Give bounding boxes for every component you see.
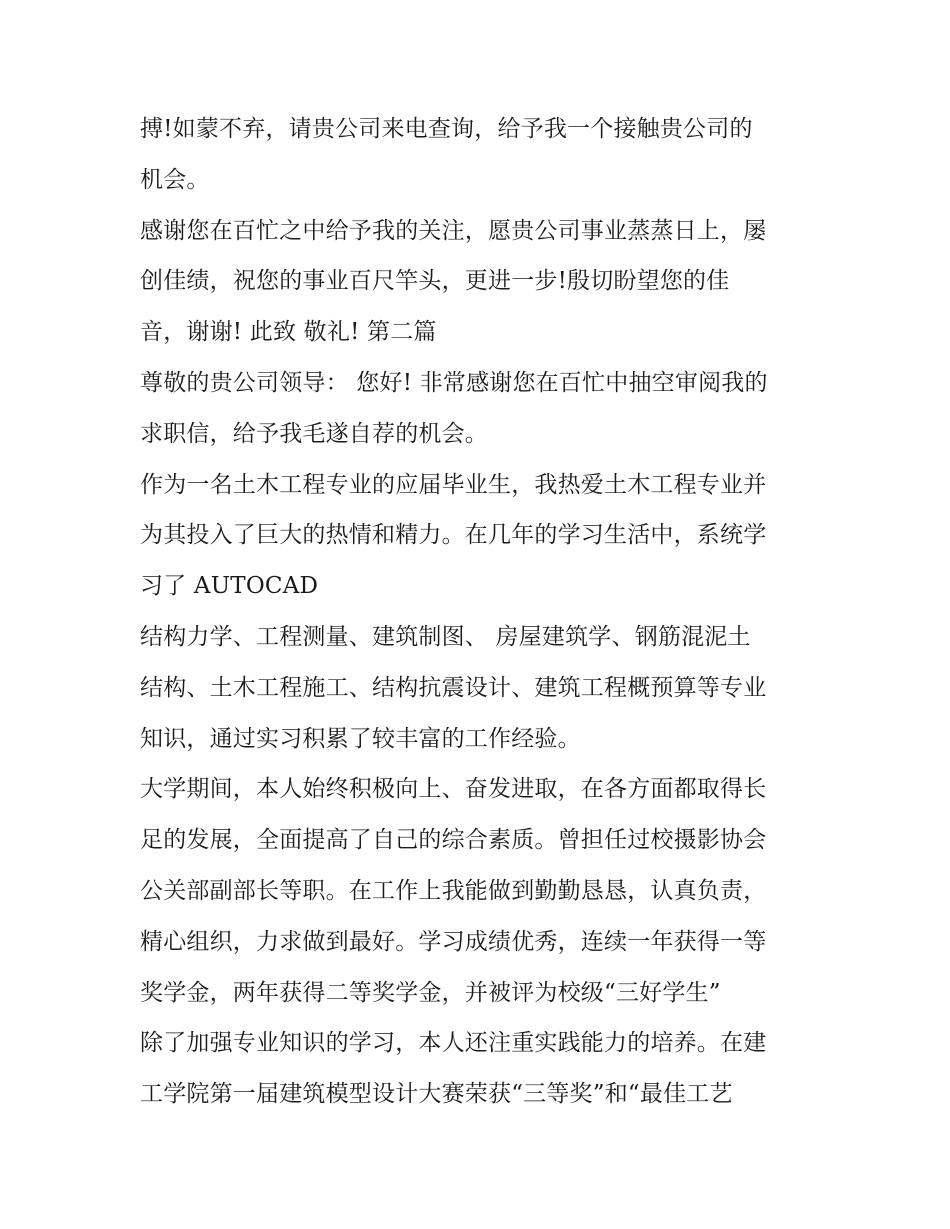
text-line: 作为一名土木工程专业的应届毕业生，我热爱土木工程专业并: [140, 471, 767, 498]
text-line: 创佳绩，祝您的事业百尺竿头，更进一步!殷切盼望您的佳: [140, 268, 730, 295]
text-line: 结构、土木工程施工、结构抗震设计、建筑工程概预算等专业: [140, 674, 767, 701]
text-line: 机会。: [140, 166, 210, 193]
text-line: 工学院第一届建筑模型设计大赛荣获“三等奖”和“最佳工艺: [140, 1081, 733, 1108]
text-line: 感谢您在百忙之中给予我的关注，愿贵公司事业蒸蒸日上，屡: [140, 217, 767, 244]
text-line: 公关部副部长等职。在工作上我能做到勤勤恳恳，认真负责，: [140, 877, 767, 904]
text-line: 求职信，给予我毛遂自荐的机会。: [140, 420, 488, 447]
text-line: 结构力学、工程测量、建筑制图、 房屋建筑学、钢筋混泥土: [140, 623, 751, 650]
text-line: 奖学金，两年获得二等奖学金，并被评为校级“三好学生”: [140, 979, 721, 1006]
text-line: 音，谢谢! 此致 敬礼! 第二篇: [140, 319, 437, 346]
text-line: 足的发展，全面提高了自己的综合素质。曾担任过校摄影协会: [140, 827, 767, 854]
text-line: 尊敬的贵公司领导： 您好! 非常感谢您在百忙中抽空审阅我的: [140, 369, 768, 396]
text-line: 为其投入了巨大的热情和精力。在几年的学习生活中，系统学: [140, 522, 767, 549]
text-line: 习了 AUTOCAD: [140, 573, 319, 600]
text-line: 精心组织，力求做到最好。学习成绩优秀，连续一年获得一等: [140, 928, 767, 955]
text-line: 除了加强专业知识的学习，本人还注重实践能力的培养。在建: [140, 1030, 767, 1057]
text-line: 搏!如蒙不弃，请贵公司来电查询，给予我一个接触贵公司的: [140, 116, 753, 142]
letter-body: [140, 104, 830, 1120]
text-line: 知识，通过实习积累了较丰富的工作经验。: [140, 725, 581, 752]
text-line: 大学期间，本人始终积极向上、奋发进取，在各方面都取得长: [140, 776, 767, 803]
